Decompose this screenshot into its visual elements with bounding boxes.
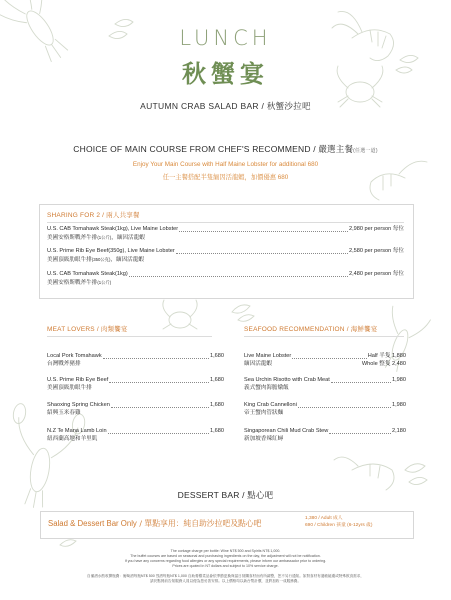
menu-item-weight: (350公克) [91, 256, 111, 262]
menu-item-name-cn: 新加坡香辣紅蟳 [244, 435, 284, 442]
menu-item-name-en: U.S. CAB Tomahawk Steak(1kg) [47, 271, 128, 277]
main-course-heading-note: (任選一道) [353, 148, 378, 154]
menu-item-name-en: Live Maine Lobster [244, 353, 292, 359]
page-title-en: LUNCH [179, 26, 272, 50]
seafood-section-label: SEAFOOD RECOMMENDATION / 海鮮饗宴 [244, 326, 378, 333]
menu-item-name-en: Local Pork Tomahawk [47, 353, 102, 359]
menu-item [47, 428, 224, 443]
footer-line: The buffet courses are based on seasonal and purchasing ingredients on the day, the adjustment will not be notification. [130, 554, 321, 558]
menu-item-price: 2,580 per person 每位 [348, 248, 404, 254]
menu-item-weight: (1公斤) [97, 234, 112, 240]
footer-notes-en [60, 549, 391, 569]
price-child: 690 / Children 孩童 (6-12yrs 歲) [305, 523, 373, 528]
menu-item [244, 353, 406, 368]
dessert-bar-label-cn: / 單點享用：純自助沙拉吧及點心吧 [136, 519, 262, 528]
menu-item-name-cn-extra: ，緬因活龍蝦 [110, 256, 144, 263]
menu-item-name-cn: 台灣戰斧豬排 [47, 360, 81, 367]
menu-item-price: 1,680 [210, 402, 224, 408]
menu-item-name-cn: 帝王蟹肉管狀麵 [244, 409, 284, 416]
menu-item-price: 1,680 [210, 353, 224, 359]
footer-line: Prices are quoted in NT dollars and subject to 10% service charge. [172, 564, 279, 568]
leaf-icon [405, 464, 427, 485]
menu-item-name-cn: 緬因活龍蝦 [244, 360, 272, 367]
menu-item-name-cn: 美國安格斯戰斧牛排 [47, 234, 98, 241]
leaf-icon [60, 540, 76, 547]
menu-item-name-en: N.Z Te Mana Lamb Loin [47, 428, 107, 434]
menu-item-name-cn: 美國頂級肋眼牛排 [47, 384, 92, 391]
page-title-cn: 秋蟹宴 [182, 59, 269, 88]
menu-item-price: 1,680 [210, 377, 224, 383]
menu-item-weight: (1公斤) [97, 279, 112, 285]
menu-item-name-cn-extra: ，緬因活龍蝦 [111, 234, 145, 241]
footer-line: The corkage charge per bottle: Wine NT$ 500 and Spirits NT$ 1,000. [170, 549, 281, 553]
menu-item-name-en: Singaporean Chili Mud Crab Stew [244, 428, 329, 434]
menu-item-price: 1,980 [392, 402, 406, 408]
dessert-bar-label [48, 518, 261, 529]
menu-item [47, 226, 404, 242]
menu-item-name-en: U.S. Prime Rib Eye Beef(350g), Live Maine Lobster [47, 248, 175, 254]
meat-section-label: MEAT LOVERS / 肉類饗宴 [47, 326, 128, 333]
seafood-divider [244, 336, 404, 337]
menu-item [47, 377, 224, 392]
lobster-upgrade-note-cn: 任一主餐搭配半隻緬因活龍蝦，加價優惠 680 [162, 174, 289, 181]
menu-item-name-en: U.S. CAB Tomahawk Steak(1kg), Live Maine Lobster [47, 226, 179, 232]
price-adult: 1,380 / Adult 成人 [305, 516, 343, 521]
dessert-prices [305, 515, 372, 529]
footer-notes-cn [45, 574, 406, 584]
menu-item-price: 2,980 per person 每位 [348, 226, 404, 232]
menu-item-name-cn: 義式蟹肉海膽燉飯 [244, 384, 289, 391]
menu-item [47, 353, 224, 368]
menu-item-name-cn: 紐西蘭高地和羊里肌 [47, 435, 98, 442]
footer-line: If you have any concerns regarding food allergies or any special requirements, please inform our ambassador prior to ordering. [124, 559, 327, 563]
menu-item-name-en: U.S. Prime Rib Eye Beef [47, 377, 109, 383]
menu-item [47, 402, 224, 417]
crab-icon [163, 300, 197, 329]
menu-item-price: Half 半隻 1,880 [367, 353, 406, 359]
menu-item [47, 248, 404, 264]
menu-item [244, 402, 406, 417]
menu-item [47, 271, 404, 287]
meat-divider [47, 336, 212, 337]
menu-item-price: 2,480 per person 每位 [348, 271, 404, 277]
menu-item-name-en: Shaoxing Spring Chicken [47, 402, 110, 408]
menu-item [244, 377, 406, 392]
menu-item-name-en: Sea Urchin Risotto with Crab Meat [244, 377, 330, 383]
main-course-heading-text: CHOICE OF MAIN COURSE FROM CHEF'S RECOMMEND / 嚴選主餐 [73, 144, 354, 154]
menu-item-name-en: King Crab Cannelloni [244, 402, 297, 408]
menu-item-name-cn: 美國頂級肋眼牛排 [47, 256, 92, 263]
page-subtitle: AUTUMN CRAB SALAD BAR / 秋蟹沙拉吧 [140, 101, 311, 111]
menu-item-price: 1,680 [210, 428, 224, 434]
shrimp-icon [334, 457, 394, 490]
lobster-upgrade-note-en: Enjoy Your Main Course with Half Maine Lobster for additional 680 [132, 161, 319, 168]
dessert-heading: DESSERT BAR / 點心吧 [177, 490, 274, 500]
menu-item-name-cn: 美國安格斯戰斧牛排 [47, 279, 98, 286]
main-course-heading [0, 143, 451, 155]
sharing-label: SHARING FOR 2 / 兩人共享餐 [47, 212, 140, 219]
menu-item-price: 2,180 [392, 428, 406, 434]
menu-item-price-whole: Whole 整隻 2,480 [361, 360, 406, 367]
menu-item-price: 1,980 [392, 377, 406, 383]
footer-line: 請於點餐前告知服務人員以便為您妥善安排。以上價格均以新台幣計價，並將加收一成服務費。 [150, 579, 301, 583]
leaf-icon [232, 305, 254, 321]
footer-line: 自備酒水酌收開瓶費：葡萄酒每瓶NT$ 500 烈酒每瓶NT$ 1,000 自助餐檯菜品會依季節更換與當日採購食材而有所調整，恕不另行通知。如對食材有過敏疑慮或特殊飲食需求， [87, 574, 364, 578]
menu-item-name-cn: 紹興玉米春雞 [47, 409, 81, 416]
dessert-bar-label-en: Salad & Dessert Bar Only [48, 519, 137, 528]
sharing-divider [47, 222, 404, 223]
menu-item [244, 428, 406, 443]
